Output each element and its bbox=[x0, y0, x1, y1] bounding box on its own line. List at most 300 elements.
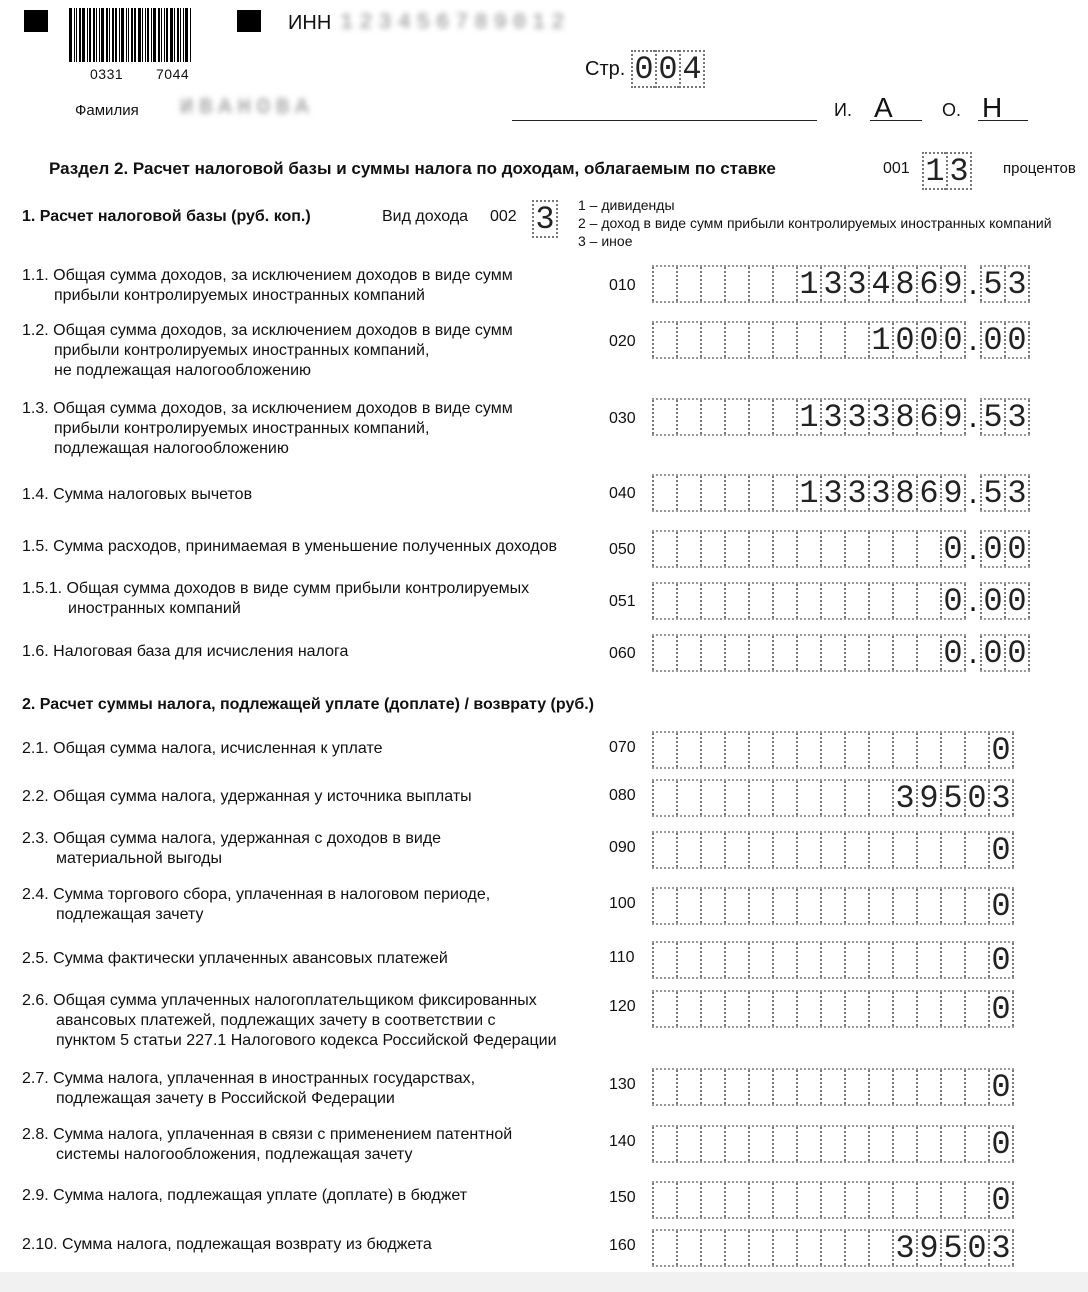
digit-cell: 3 bbox=[844, 400, 868, 434]
digit-cell bbox=[724, 781, 748, 815]
part2-row-label bbox=[22, 991, 557, 1051]
amount-field-051[interactable] bbox=[652, 582, 1030, 620]
barcode-bar bbox=[119, 8, 120, 62]
tax-field-110[interactable] bbox=[652, 941, 1014, 979]
page-footer-strip bbox=[0, 1272, 1088, 1292]
income-type-option: 2 – доход в виде сумм прибыли контролируемых иностранных компаний bbox=[578, 215, 1052, 231]
digit-cell bbox=[916, 733, 940, 767]
digit-cell: 0 bbox=[1004, 584, 1030, 618]
digit-cell: 3 bbox=[988, 1231, 1014, 1265]
digit-cell bbox=[772, 781, 796, 815]
row-code: 080 bbox=[609, 787, 636, 804]
digit-cell bbox=[700, 636, 724, 670]
digit-cell: 3 bbox=[1004, 267, 1030, 301]
digit-cell bbox=[868, 1231, 892, 1265]
digit-cell bbox=[748, 1183, 772, 1217]
row-code: 070 bbox=[609, 739, 636, 756]
digit-cell: 8 bbox=[892, 267, 916, 301]
digit-cell bbox=[700, 992, 724, 1026]
rate-cells[interactable] bbox=[922, 152, 972, 190]
barcode-bar bbox=[131, 8, 133, 62]
barcode-bar bbox=[112, 8, 114, 62]
digit-cell: 1 bbox=[922, 152, 946, 190]
barcode-bar bbox=[109, 8, 110, 62]
digit-cell bbox=[796, 1070, 820, 1104]
digit-cell bbox=[820, 532, 844, 566]
digit-cell bbox=[844, 532, 868, 566]
digit-cell bbox=[916, 889, 940, 923]
digit-cell: 5 bbox=[980, 267, 1004, 301]
row-label-line: 2.2. Общая сумма налога, удержанная у источника выплаты bbox=[22, 788, 472, 805]
digit-cell bbox=[676, 323, 700, 357]
page-label: Стр. bbox=[585, 58, 626, 80]
barcode-bar bbox=[185, 8, 188, 62]
digit-cell bbox=[796, 833, 820, 867]
barcode-bar bbox=[166, 8, 168, 62]
barcode-bar bbox=[147, 8, 149, 62]
row-label-line: прибыли контролируемых иностранных компаний, bbox=[54, 420, 430, 437]
digit-cell bbox=[892, 943, 916, 977]
digit-cell bbox=[844, 1231, 868, 1265]
digit-cell bbox=[676, 943, 700, 977]
digit-cell bbox=[796, 323, 820, 357]
digit-cell: 6 bbox=[916, 267, 940, 301]
digit-cell bbox=[724, 267, 748, 301]
digit-cell bbox=[724, 476, 748, 510]
digit-cell bbox=[868, 532, 892, 566]
barcode-bar bbox=[99, 8, 100, 62]
amount-field-020[interactable] bbox=[652, 321, 1030, 359]
digit-cell bbox=[844, 1183, 868, 1217]
barcode-bar bbox=[115, 8, 117, 62]
digit-cell bbox=[700, 1070, 724, 1104]
digit-cell bbox=[676, 833, 700, 867]
digit-cell bbox=[724, 733, 748, 767]
digit-cell: 0 bbox=[1004, 323, 1030, 357]
part2-row-label bbox=[22, 787, 472, 807]
digit-cell bbox=[772, 476, 796, 510]
digit-cell bbox=[700, 476, 724, 510]
decimal-separator: . bbox=[965, 272, 981, 302]
digit-cell: 0 bbox=[892, 323, 916, 357]
digit-cell bbox=[844, 584, 868, 618]
row-label-line: 2.9. Сумма налога, подлежащая уплате (доплате) в бюджет bbox=[22, 1187, 468, 1204]
row-code: 130 bbox=[609, 1076, 636, 1093]
decimal-separator: . bbox=[965, 589, 981, 619]
digit-cell bbox=[916, 833, 940, 867]
digit-cell bbox=[700, 584, 724, 618]
digit-cell bbox=[676, 733, 700, 767]
surname-value[interactable]: ИВАНОВА bbox=[180, 95, 315, 120]
digit-cell bbox=[724, 1231, 748, 1265]
digit-cell: 8 bbox=[892, 400, 916, 434]
digit-cell bbox=[916, 1127, 940, 1161]
digit-cell: 0 bbox=[940, 532, 966, 566]
digit-cell bbox=[964, 733, 988, 767]
tax-field-140[interactable] bbox=[652, 1125, 1014, 1163]
row-label-line: материальной выгоды bbox=[56, 850, 222, 867]
digit-cell bbox=[700, 889, 724, 923]
part1-row-label bbox=[22, 399, 513, 459]
digit-cell bbox=[652, 584, 676, 618]
row-code: 051 bbox=[609, 593, 636, 610]
digit-cell: 3 bbox=[820, 400, 844, 434]
barcode-bar bbox=[96, 8, 97, 62]
digit-cell bbox=[916, 584, 940, 618]
digit-cell bbox=[892, 1127, 916, 1161]
barcode-bar bbox=[126, 8, 127, 62]
decimal-separator: . bbox=[965, 537, 981, 567]
digit-cell bbox=[772, 323, 796, 357]
digit-cell bbox=[796, 733, 820, 767]
digit-cell: 3 bbox=[868, 476, 892, 510]
digit-cell: 3 bbox=[1004, 400, 1030, 434]
digit-cell bbox=[724, 943, 748, 977]
digit-cell bbox=[796, 889, 820, 923]
barcode-bar bbox=[190, 8, 191, 62]
row-code: 030 bbox=[609, 410, 636, 427]
digit-cell bbox=[892, 833, 916, 867]
tax-field-130[interactable] bbox=[652, 1068, 1014, 1106]
digit-cell bbox=[748, 323, 772, 357]
corner-marker-left bbox=[24, 10, 48, 32]
barcode-bar bbox=[76, 8, 77, 62]
digit-cell bbox=[820, 323, 844, 357]
digit-cell: 0 bbox=[631, 50, 655, 88]
part2-title: 2. Расчет суммы налога, подлежащей уплате (доплате) / возврату (руб.) bbox=[22, 696, 594, 713]
row-label-line: 2.8. Сумма налога, уплаченная в связи с применением патентной bbox=[22, 1126, 513, 1143]
digit-cell bbox=[676, 532, 700, 566]
row-label-line: 2.7. Сумма налога, уплаченная в иностранных государствах, bbox=[22, 1070, 476, 1087]
row-label-line: прибыли контролируемых иностранных компаний, bbox=[54, 342, 430, 359]
digit-cell bbox=[652, 781, 676, 815]
digit-cell: 9 bbox=[916, 1231, 940, 1265]
digit-cell bbox=[916, 532, 940, 566]
corner-marker-right bbox=[237, 10, 261, 32]
digit-cell bbox=[844, 1127, 868, 1161]
digit-cell: 3 bbox=[844, 267, 868, 301]
row-label-line: 1.4. Сумма налоговых вычетов bbox=[22, 486, 253, 503]
digit-cell bbox=[892, 636, 916, 670]
income-type-option: 1 – дивиденды bbox=[578, 197, 675, 213]
digit-cell: 6 bbox=[916, 400, 940, 434]
rate-code: 001 bbox=[883, 160, 910, 177]
digit-cell bbox=[772, 992, 796, 1026]
barcode-bar bbox=[74, 8, 75, 62]
barcode-bar bbox=[161, 8, 162, 62]
row-code: 040 bbox=[609, 485, 636, 502]
digit-cell bbox=[748, 1127, 772, 1161]
digit-cell bbox=[772, 636, 796, 670]
digit-cell: 0 bbox=[964, 1231, 988, 1265]
digit-cell bbox=[844, 733, 868, 767]
barcode-number-right: 7044 bbox=[156, 66, 190, 82]
digit-cell bbox=[868, 1127, 892, 1161]
tax-field-100[interactable] bbox=[652, 887, 1014, 925]
part2-row-label bbox=[22, 829, 441, 869]
digit-cell bbox=[844, 889, 868, 923]
digit-cell bbox=[772, 1231, 796, 1265]
digit-cell bbox=[892, 992, 916, 1026]
row-label-line: 2.5. Сумма фактически уплаченных авансовых платежей bbox=[22, 950, 448, 967]
part2-row-label bbox=[22, 1125, 512, 1165]
digit-cell bbox=[796, 943, 820, 977]
digit-cell bbox=[724, 1127, 748, 1161]
digit-cell bbox=[844, 1070, 868, 1104]
digit-cell: 5 bbox=[980, 476, 1004, 510]
digit-cell: 3 bbox=[988, 781, 1014, 815]
digit-cell bbox=[964, 1183, 988, 1217]
digit-cell bbox=[772, 267, 796, 301]
digit-cell bbox=[700, 833, 724, 867]
digit-cell: 3 bbox=[820, 476, 844, 510]
digit-cell bbox=[700, 1231, 724, 1265]
digit-cell bbox=[844, 636, 868, 670]
digit-cell: 1 bbox=[796, 476, 820, 510]
digit-cell bbox=[820, 833, 844, 867]
barcode-bar bbox=[170, 8, 173, 62]
digit-cell: 3 bbox=[946, 152, 972, 190]
digit-cell bbox=[892, 733, 916, 767]
row-code: 090 bbox=[609, 839, 636, 856]
digit-cell bbox=[724, 1183, 748, 1217]
digit-cell: 9 bbox=[940, 476, 966, 510]
digit-cell bbox=[772, 833, 796, 867]
row-label-line: 1.1. Общая сумма доходов, за исключением доходов в виде сумм bbox=[22, 267, 513, 284]
amount-field-060[interactable] bbox=[652, 634, 1030, 672]
barcode-bar bbox=[69, 8, 72, 62]
row-code: 110 bbox=[609, 949, 635, 966]
digit-cell bbox=[652, 833, 676, 867]
digit-cell bbox=[700, 323, 724, 357]
tax-field-090[interactable] bbox=[652, 831, 1014, 869]
barcode-bar bbox=[87, 8, 88, 62]
digit-cell bbox=[868, 584, 892, 618]
tax-field-160[interactable] bbox=[652, 1229, 1014, 1267]
barcode-bar bbox=[101, 8, 104, 62]
row-code: 010 bbox=[609, 277, 636, 294]
digit-cell: 0 bbox=[980, 584, 1004, 618]
part2-row-label bbox=[22, 1235, 432, 1255]
digit-cell bbox=[892, 584, 916, 618]
surname-label: Фамилия bbox=[75, 102, 139, 119]
part2-row-label bbox=[22, 885, 490, 925]
digit-cell bbox=[652, 636, 676, 670]
digit-cell: 3 bbox=[892, 1231, 916, 1265]
digit-cell bbox=[772, 400, 796, 434]
digit-cell bbox=[820, 992, 844, 1026]
digit-cell bbox=[964, 992, 988, 1026]
amount-field-010[interactable] bbox=[652, 265, 1030, 303]
digit-cell bbox=[940, 943, 964, 977]
barcode-bar bbox=[177, 8, 179, 62]
digit-cell bbox=[964, 833, 988, 867]
initial-o-field[interactable] bbox=[978, 92, 1028, 121]
rate-unit: процентов bbox=[1003, 160, 1076, 177]
barcode-bar bbox=[79, 8, 81, 62]
digit-cell: 5 bbox=[940, 1231, 964, 1265]
digit-cell bbox=[892, 1183, 916, 1217]
digit-cell bbox=[940, 1127, 964, 1161]
digit-cell bbox=[820, 781, 844, 815]
row-label-line: 2.6. Общая сумма уплаченных налогоплательщиком фиксированных bbox=[22, 992, 537, 1009]
tax-field-150[interactable] bbox=[652, 1181, 1014, 1219]
initial-i-field[interactable] bbox=[870, 92, 922, 121]
income-type-cell[interactable] bbox=[532, 200, 558, 238]
decimal-separator: . bbox=[965, 405, 981, 435]
digit-cell bbox=[892, 532, 916, 566]
barcode-bar bbox=[142, 8, 143, 62]
digit-cell bbox=[700, 400, 724, 434]
digit-cell bbox=[652, 476, 676, 510]
digit-cell: 0 bbox=[964, 781, 988, 815]
row-code: 160 bbox=[609, 1237, 636, 1254]
digit-cell bbox=[820, 1070, 844, 1104]
part1-row-label bbox=[22, 485, 252, 505]
amount-field-050[interactable] bbox=[652, 530, 1030, 568]
digit-cell: 3 bbox=[532, 200, 558, 238]
barcode-bar bbox=[153, 8, 156, 62]
digit-cell bbox=[724, 584, 748, 618]
digit-cell: 0 bbox=[940, 323, 966, 357]
digit-cell bbox=[868, 833, 892, 867]
digit-cell bbox=[676, 992, 700, 1026]
digit-cell bbox=[796, 1183, 820, 1217]
part1-row-label bbox=[22, 537, 557, 557]
digit-cell bbox=[796, 1231, 820, 1265]
row-label-line: 1.5. Сумма расходов, принимаемая в уменьшение полученных доходов bbox=[22, 538, 557, 555]
digit-cell bbox=[676, 889, 700, 923]
digit-cell bbox=[820, 1127, 844, 1161]
digit-cell bbox=[700, 532, 724, 566]
digit-cell bbox=[676, 636, 700, 670]
digit-cell bbox=[916, 943, 940, 977]
digit-cell bbox=[892, 889, 916, 923]
page-number-cells[interactable] bbox=[631, 50, 705, 88]
digit-cell bbox=[772, 1127, 796, 1161]
digit-cell bbox=[676, 267, 700, 301]
part2-row-label bbox=[22, 1186, 467, 1206]
digit-cell bbox=[796, 584, 820, 618]
digit-cell: 4 bbox=[679, 50, 705, 88]
row-label-line: 2.4. Сумма торгового сбора, уплаченная в налоговом периоде, bbox=[22, 886, 491, 903]
digit-cell: 0 bbox=[988, 833, 1014, 867]
amount-field-030[interactable] bbox=[652, 398, 1030, 436]
income-type-options bbox=[578, 196, 1052, 250]
barcode-bar bbox=[183, 8, 184, 62]
digit-cell bbox=[748, 833, 772, 867]
digit-cell: 3 bbox=[844, 476, 868, 510]
digit-cell bbox=[844, 833, 868, 867]
part2-row-label bbox=[22, 949, 448, 969]
part1-title: 1. Расчет налоговой базы (руб. коп.) bbox=[22, 208, 311, 225]
barcode-bar bbox=[106, 8, 108, 62]
decimal-separator: . bbox=[965, 328, 981, 358]
digit-cell bbox=[772, 1183, 796, 1217]
digit-cell: 9 bbox=[940, 400, 966, 434]
digit-cell bbox=[748, 584, 772, 618]
digit-cell: 0 bbox=[980, 323, 1004, 357]
barcode-bar bbox=[121, 8, 124, 62]
tax-field-120[interactable] bbox=[652, 990, 1014, 1028]
part1-row-label bbox=[22, 579, 529, 619]
digit-cell bbox=[844, 323, 868, 357]
digit-cell bbox=[940, 889, 964, 923]
digit-cell bbox=[772, 733, 796, 767]
digit-cell bbox=[820, 943, 844, 977]
row-code: 100 bbox=[609, 895, 636, 912]
digit-cell bbox=[868, 943, 892, 977]
digit-cell bbox=[748, 267, 772, 301]
row-label-line: подлежащая зачету в Российской Федерации bbox=[56, 1090, 395, 1107]
digit-cell: 0 bbox=[988, 733, 1014, 767]
digit-cell bbox=[652, 733, 676, 767]
row-label-line: 1.3. Общая сумма доходов, за исключением доходов в виде сумм bbox=[22, 400, 513, 417]
income-type-option: 3 – иное bbox=[578, 233, 633, 249]
inn-label: ИНН bbox=[288, 12, 332, 34]
digit-cell: 0 bbox=[988, 992, 1014, 1026]
digit-cell bbox=[868, 733, 892, 767]
barcode-bar bbox=[93, 8, 95, 62]
digit-cell bbox=[676, 1070, 700, 1104]
digit-cell bbox=[868, 636, 892, 670]
initial-o-value: Н bbox=[982, 92, 1003, 123]
barcode-bar bbox=[128, 8, 129, 62]
digit-cell bbox=[820, 1231, 844, 1265]
digit-cell bbox=[700, 781, 724, 815]
digit-cell: 3 bbox=[868, 400, 892, 434]
digit-cell: 1 bbox=[796, 400, 820, 434]
amount-field-040[interactable] bbox=[652, 474, 1030, 512]
digit-cell bbox=[796, 636, 820, 670]
inn-value[interactable]: 123456789012 bbox=[340, 10, 571, 35]
digit-cell: 0 bbox=[980, 636, 1004, 670]
barcode-bar bbox=[145, 8, 146, 62]
row-label-line: не подлежащая налогообложению bbox=[54, 362, 312, 379]
digit-cell bbox=[652, 267, 676, 301]
digit-cell: 9 bbox=[916, 781, 940, 815]
row-code: 020 bbox=[609, 333, 636, 350]
income-type-label: Вид дохода bbox=[382, 208, 469, 225]
digit-cell bbox=[820, 1183, 844, 1217]
digit-cell bbox=[916, 636, 940, 670]
row-label-line: 2.1. Общая сумма налога, исчисленная к уплате bbox=[22, 740, 383, 757]
tax-field-080[interactable] bbox=[652, 779, 1014, 817]
part2-row-label bbox=[22, 1069, 475, 1109]
digit-cell bbox=[724, 992, 748, 1026]
barcode-bar bbox=[151, 8, 152, 62]
digit-cell: 3 bbox=[820, 267, 844, 301]
barcode-number-left: 0331 bbox=[90, 66, 124, 82]
barcode-bar bbox=[164, 8, 165, 62]
digit-cell bbox=[748, 943, 772, 977]
digit-cell bbox=[844, 943, 868, 977]
digit-cell bbox=[796, 532, 820, 566]
digit-cell bbox=[964, 1127, 988, 1161]
digit-cell: 0 bbox=[988, 889, 1014, 923]
row-label-line: подлежащая зачету bbox=[56, 906, 204, 923]
digit-cell: 0 bbox=[940, 636, 966, 670]
barcode-bar bbox=[82, 8, 85, 62]
digit-cell bbox=[820, 889, 844, 923]
digit-cell bbox=[724, 323, 748, 357]
tax-field-070[interactable] bbox=[652, 731, 1014, 769]
digit-cell bbox=[676, 400, 700, 434]
digit-cell bbox=[748, 889, 772, 923]
digit-cell bbox=[676, 1231, 700, 1265]
digit-cell bbox=[700, 1183, 724, 1217]
digit-cell bbox=[964, 889, 988, 923]
